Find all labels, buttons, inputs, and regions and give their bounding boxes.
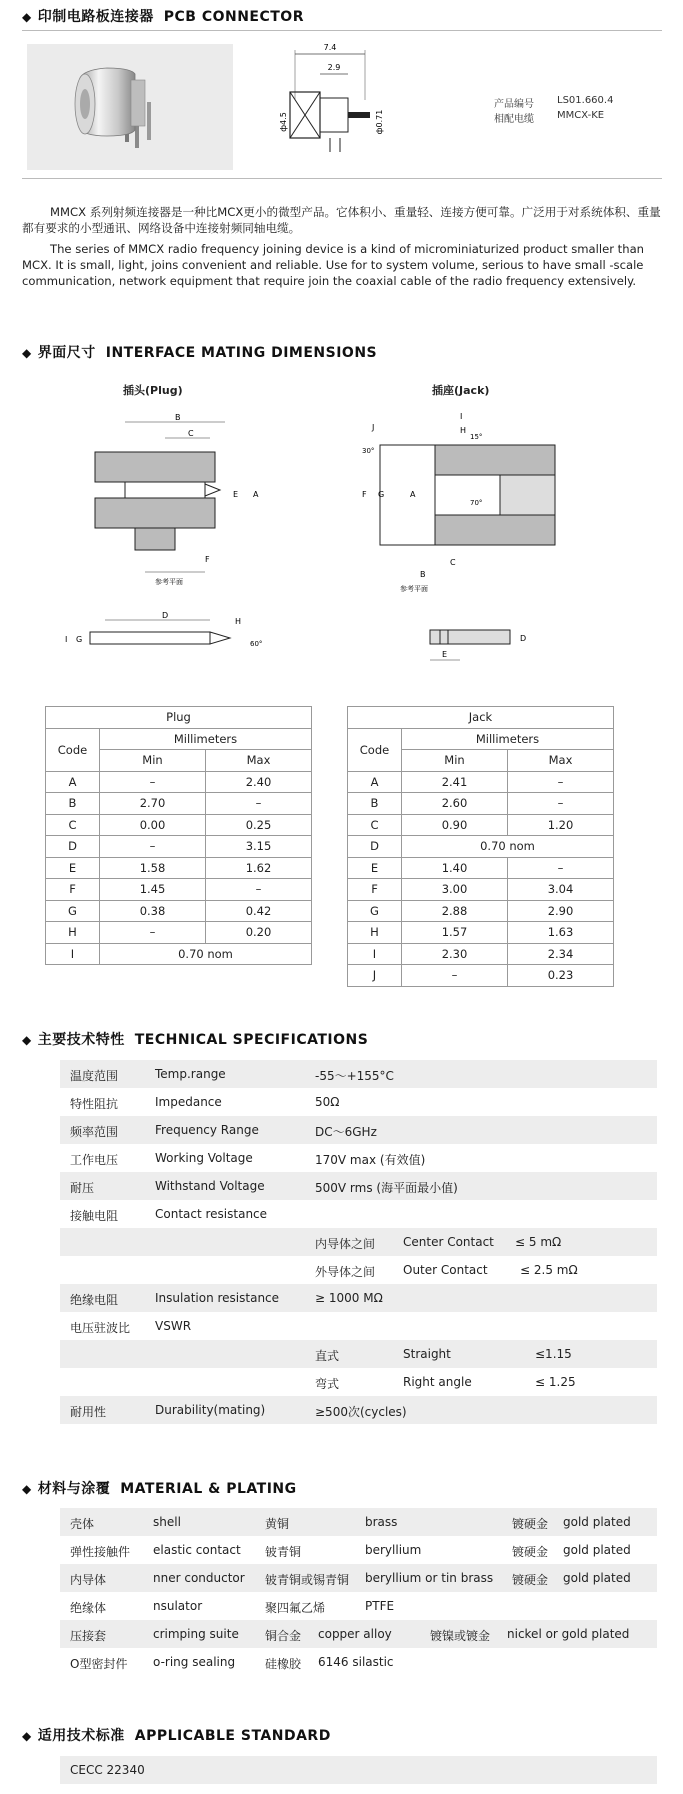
svg-text:H: H [460,426,467,435]
spec-subrow: 弯式 Right angle ≤ 1.25 [315,1375,576,1391]
mating-cable: MMCX-KE [557,110,605,121]
table-row: D – 3.15 [46,836,312,858]
svg-text:E: E [442,650,448,659]
table-row: G 0.38 0.42 [46,900,312,922]
svg-text:F: F [205,555,210,564]
table-row: B 2.70 – [46,793,312,815]
svg-text:H: H [235,617,242,626]
svg-text:B: B [420,570,426,579]
ref-plane-label: 参考平面 [155,578,183,586]
spec-row: 接触电阻 Contact resistance [70,1207,268,1223]
svg-text:I: I [460,412,463,421]
dim-width: 7.4 [323,43,337,52]
spec-row: 特性阻抗 Impedance 50Ω [70,1095,340,1111]
table-row: I 2.30 2.34 [348,943,614,965]
ref-plane-label-jack: 参考平面 [400,585,428,593]
svg-text:E: E [233,490,239,499]
section-header-material: ◆ 材料与涂覆 MATERIAL & PLATING [22,1481,297,1497]
divider [22,178,662,179]
dim-dia-left: ф4.5 [279,112,288,132]
svg-text:A: A [253,490,259,499]
table-row: G 2.88 2.90 [348,900,614,922]
plug-dimensions-table: Plug Code Millimeters Min Max A – 2.40 B 2.70 – C 0.00 0.25 D – 3.15 E 1.58 1.62 F 1.45 – G 0.38 0.42 H – 0.20 I 0.70 nom [45,706,312,965]
description-en: The series of MMCX radio frequency joining device is a kind of microminiaturized product smaller than MCX. It is small, light, joins convenient and reliable. Use for to system volume, serious to have small -scale communication, network equipment that require join the coaxial cable of the radio frequency extensively. [22,242,645,288]
plug-pin-drawing [60,610,280,670]
spec-subrow: 内导体之间 Center Contact ≤ 5 mΩ [60,1228,657,1256]
table-row: F 3.00 3.04 [348,879,614,901]
plug-table-title: Plug [46,707,312,729]
plug-label: 插头(Plug) [123,384,183,397]
spec-row: 绝缘电阻 Insulation resistance ≥ 1000 MΩ [60,1284,657,1312]
table-row: C 0.00 0.25 [46,814,312,836]
divider [22,30,662,31]
svg-text:70°: 70° [470,499,483,507]
material-row: 壳体 shell 黄铜 brass 镀硬金 gold plated [60,1508,657,1536]
mating-cable-row: 相配电缆 MMCX-KE [494,110,605,125]
table-row: E 1.40 – [348,857,614,879]
table-row: A – 2.40 [46,771,312,793]
jack-contact-drawing [420,615,540,670]
jack-section-drawing [360,405,560,595]
jack-table-title: Jack [348,707,614,729]
table-row: D 0.70 nom [348,836,614,858]
plug-section-drawing [85,412,275,586]
spec-row: 工作电压 Working Voltage 170V max (有效值) [70,1151,426,1167]
jack-dimensions-table: Jack Code Millimeters Min Max A 2.41 – B 2.60 – C 0.90 1.20 D 0.70 nom E 1.40 – F 3.00 3.04 G 2.88 2.90 H 1.57 1.63 I 2.30 2.34 J – 0.23 [347,706,614,987]
product-photo [27,44,233,170]
svg-text:15°: 15° [470,433,483,441]
footprint-drawing [279,40,430,170]
product-code: LS01.660.4 [557,95,614,106]
material-row: O型密封件 o-ring sealing 硅橡胶 6146 silastic [70,1655,394,1671]
svg-text:D: D [162,611,169,620]
svg-text:60°: 60° [250,640,263,648]
table-row: B 2.60 – [348,793,614,815]
section-header-standard: ◆ 适用技术标准 APPLICABLE STANDARD [22,1728,331,1744]
table-row: E 1.58 1.62 [46,857,312,879]
material-row: 绝缘体 nsulator 聚四氟乙烯 PTFE [70,1599,395,1615]
svg-text:G: G [378,490,385,499]
svg-text:30°: 30° [362,447,375,455]
spec-subrow: 直式 Straight ≤1.15 [60,1340,657,1368]
dim-inner: 2.9 [327,63,341,72]
section-header-tech: ◆ 主要技术特性 TECHNICAL SPECIFICATIONS [22,1032,369,1048]
svg-text:C: C [450,558,456,567]
table-row: J – 0.23 [348,965,614,987]
spec-row: 频率范围 Frequency Range DC～6GHz [60,1116,657,1144]
svg-text:D: D [520,634,527,643]
section-header-interface: ◆ 界面尺寸 INTERFACE MATING DIMENSIONS [22,345,378,361]
spec-row: 耐压 Withstand Voltage 500V rms (海平面最小值) [60,1172,657,1200]
svg-text:J: J [372,423,375,432]
standard-row [60,1756,657,1784]
table-row: F 1.45 – [46,879,312,901]
spec-row: 耐用性 Durability(mating) ≥500次(cycles) [60,1396,657,1424]
section-header-pcb: ◆ 印制电路板连接器 PCB CONNECTOR [22,9,304,25]
description-zh: MMCX 系列射频连接器是一种比MCX更小的微型产品。它体积小、重量轻、连接方便可靠。广泛用于对系统体积、重量都有要求的小型通讯、网络设备中连接射频同轴电缆。 [22,205,661,235]
table-row: A 2.41 – [348,771,614,793]
svg-text:C: C [188,429,194,438]
material-row: 弹性接触件 elastic contact 铍青铜 beryllium 镀硬金 gold plated [70,1543,631,1559]
spec-row: 电压驻波比 VSWR [70,1319,192,1335]
table-row: H – 0.20 [46,922,312,944]
standard-value: CECC 22340 [70,1763,145,1777]
spec-subrow: 外导体之间 Outer Contact ≤ 2.5 mΩ [315,1263,578,1279]
material-row: 压接套 crimping suite 铜合金 copper alloy 镀镍或镀金 nickel or gold plated [60,1620,657,1648]
table-row: C 0.90 1.20 [348,814,614,836]
table-row: I 0.70 nom [46,943,312,965]
table-row: H 1.57 1.63 [348,922,614,944]
svg-text:I: I [65,635,68,644]
svg-text:F: F [362,490,367,499]
dim-dia-right: ф0.71 [375,109,384,135]
svg-text:B: B [175,413,181,422]
spec-row: 温度范围 Temp.range -55～+155°C [60,1060,657,1088]
material-row: 内导体 nner conductor 铍青铜或锡青铜 beryllium or tin brass 镀硬金 gold plated [60,1564,657,1592]
svg-text:G: G [76,635,83,644]
svg-text:A: A [410,490,416,499]
product-code-row: 产品编号 LS01.660.4 [494,95,614,110]
jack-label: 插座(Jack) [432,384,490,397]
